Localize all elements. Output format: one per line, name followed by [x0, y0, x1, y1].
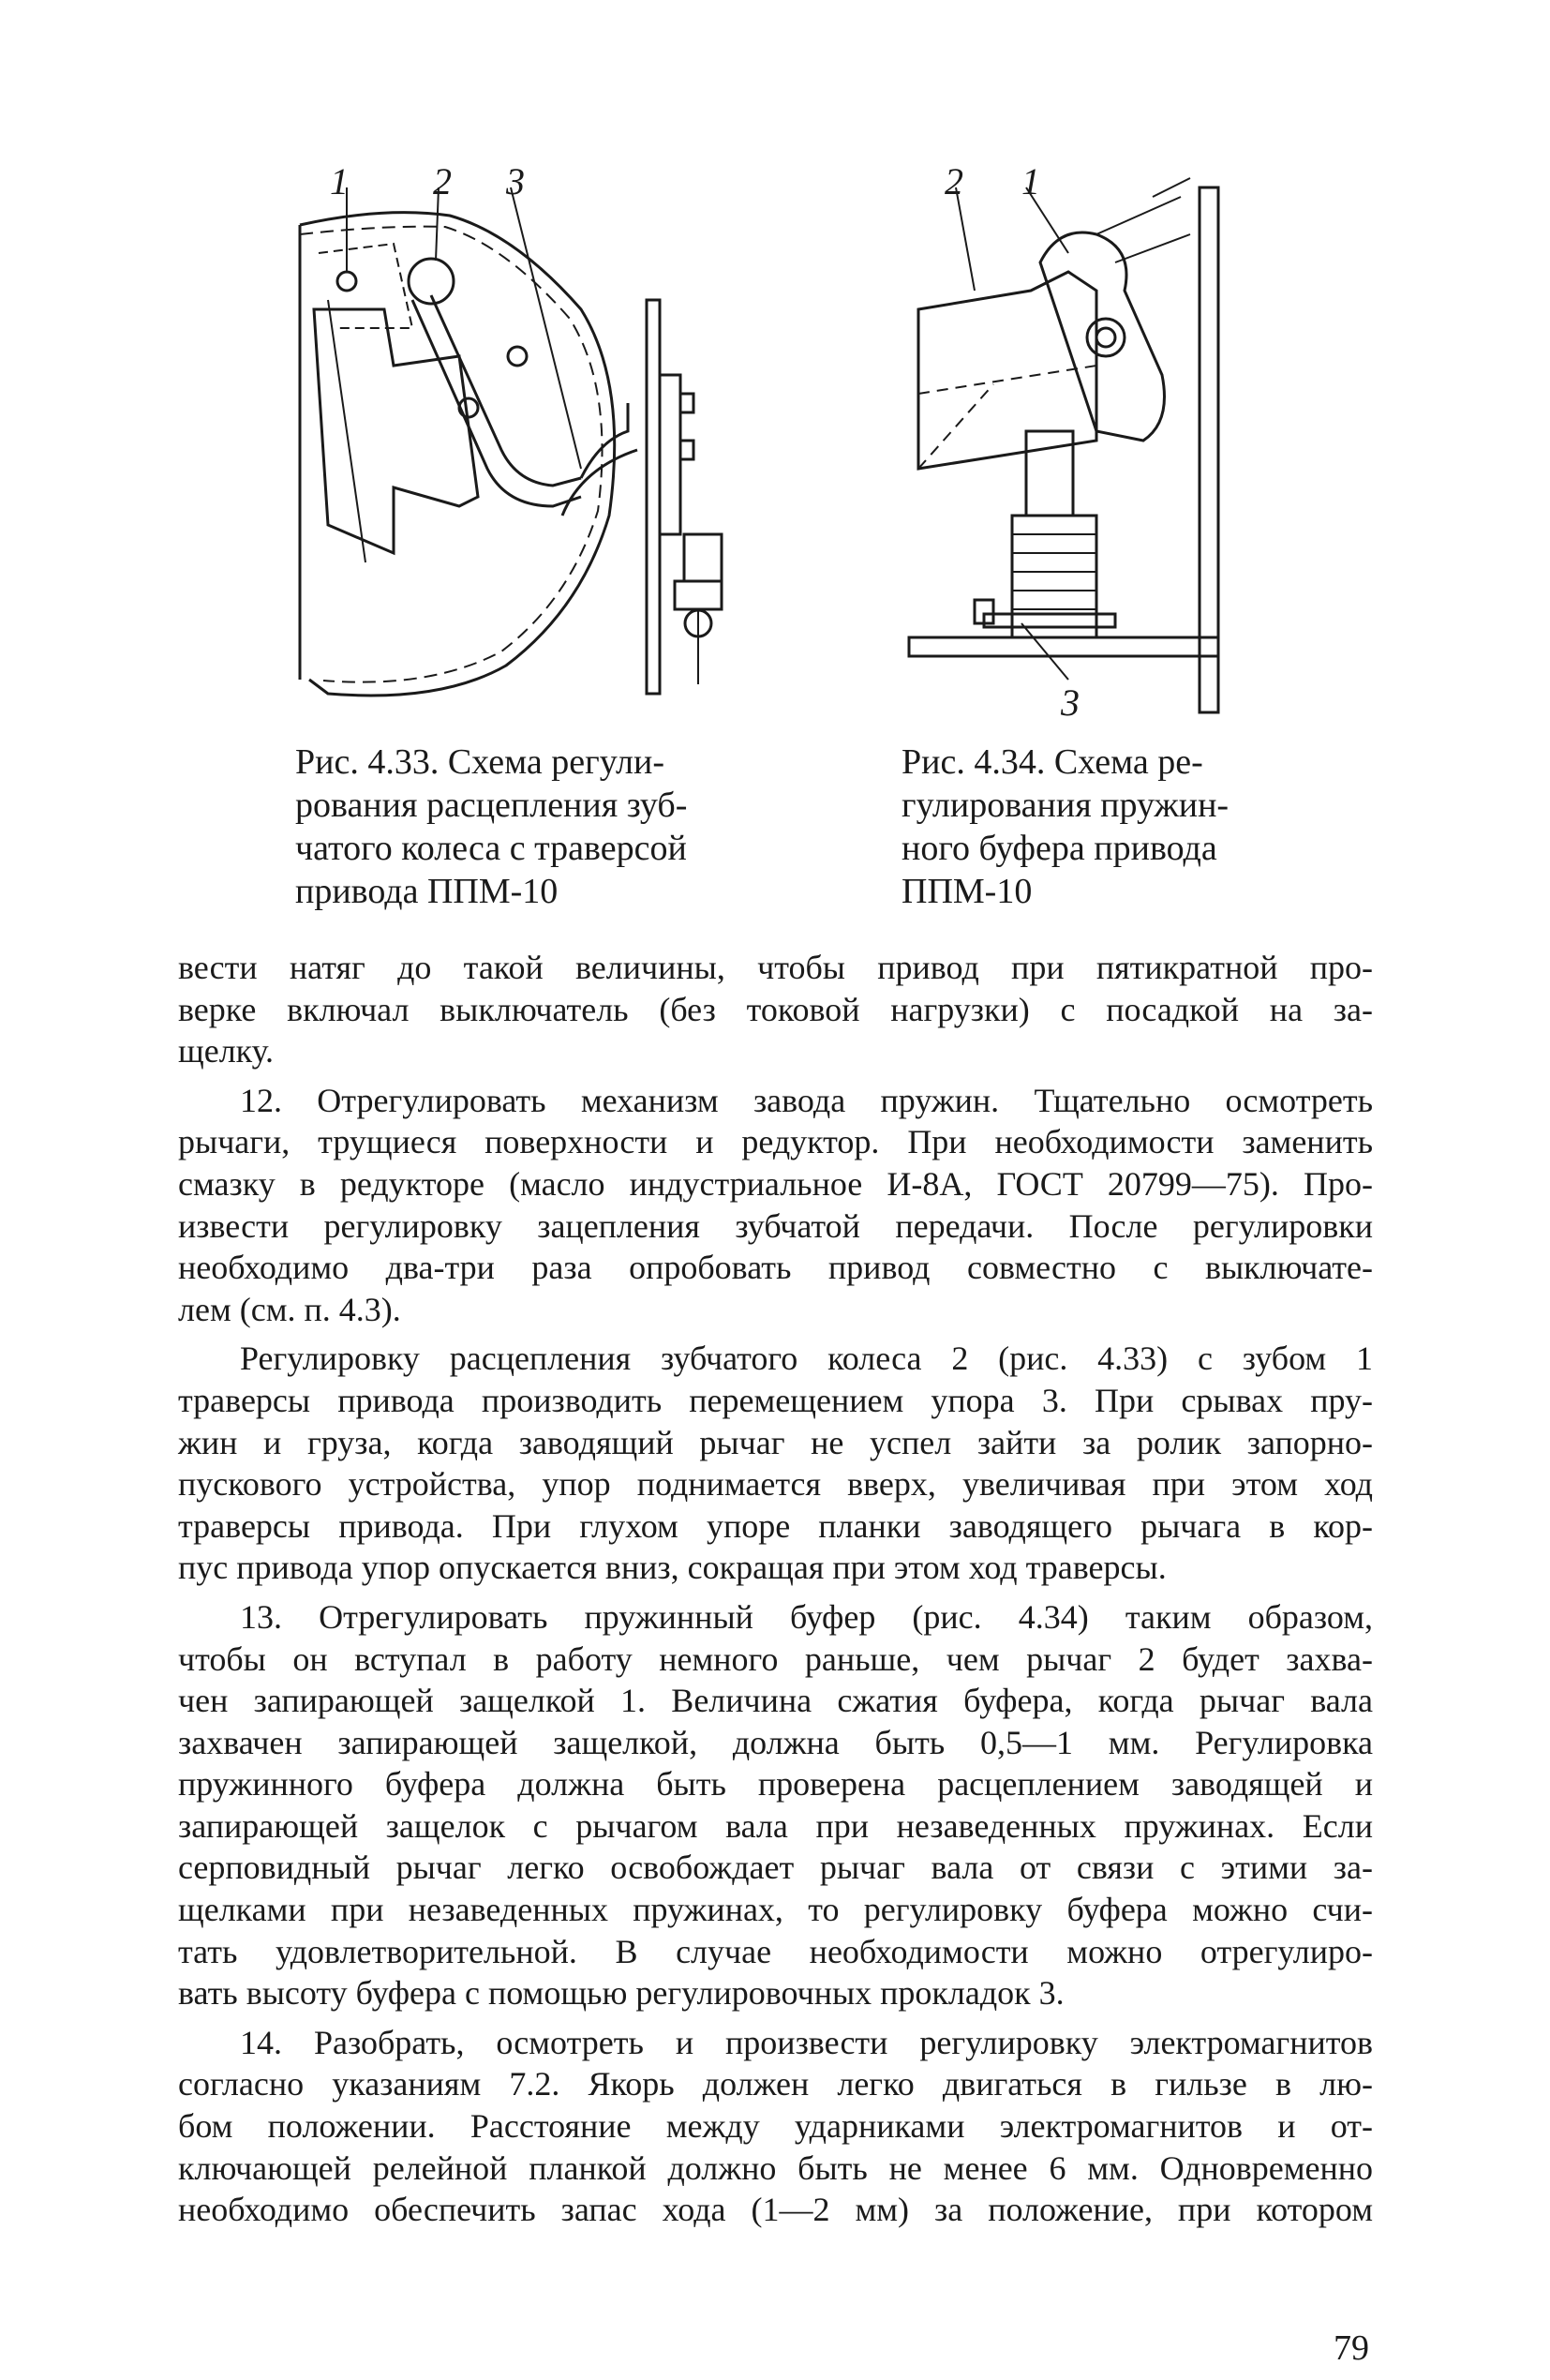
callout-2: 2 [945, 160, 963, 202]
text-line: лем (см. п. 4.3). [178, 1290, 401, 1328]
text-line: бом положении. Расстояние между ударниками электромагнитов и от- [178, 2107, 1373, 2146]
text-line: ключающей релейной планкой должно быть не менее 6 мм. Одновременно [178, 2148, 1373, 2187]
text-line: извести регулировку зацепления зубчатой передачи. После регулировки [178, 1206, 1373, 1245]
text-line: смазку в редукторе (масло индустриальное И-8А, ГОСТ 20799—75). Про- [178, 1164, 1373, 1203]
gear-traverse-diagram [272, 159, 778, 722]
caption-line: привода ППМ-10 [295, 872, 559, 911]
caption-figure-4-34 [902, 741, 1267, 913]
callout-3: 3 [1061, 681, 1080, 724]
paragraph-2 [178, 1080, 1373, 1331]
caption-line: Рис. 4.34. Схема ре- [902, 742, 1203, 782]
text-line: чтобы он вступал в работу немного раньше, чем рычаг 2 будет захва- [178, 1639, 1373, 1678]
caption-figure-4-33 [295, 741, 745, 913]
caption-line: Рис. 4.33. Схема регули- [295, 742, 664, 782]
paragraph-5 [178, 2022, 1373, 2231]
text-line: вать высоту буфера с помощью регулировочных прокладок 3. [178, 1974, 1065, 2013]
callout-1: 1 [330, 160, 349, 202]
caption-line: чатого колеса с траверсой [295, 829, 687, 868]
text-line: жин и груза, когда заводящий рычаг не успел зайти за ролик запорно- [178, 1423, 1373, 1461]
page-number: 79 [1334, 2328, 1369, 2368]
text-line: щелками при незаведенных пружинах, то регулировку буфера можно счи- [178, 1891, 1373, 1929]
callout-1: 1 [1021, 160, 1040, 202]
paragraph-3 [178, 1338, 1373, 1589]
text-line: чен запирающей защелкой 1. Величина сжатия буфера, когда рычаг вала [178, 1682, 1373, 1720]
text-line: щелку. [178, 1032, 275, 1070]
text-line: тать удовлетворительной. В случае необходимости можно отрегулиро- [178, 1932, 1373, 1970]
text-line: рычаги, трущиеся поверхности и редуктор. При необходимости заменить [178, 1123, 1373, 1161]
text-line: вести натяг до такой величины, чтобы привод при пятикратной про- [178, 949, 1373, 986]
text-line: верке включал выключатель (без токовой нагрузки) с посадкой на за- [178, 990, 1373, 1028]
text-line: захвачен запирающей защелкой, должна быть 0,5—1 мм. Регулировка [178, 1723, 1373, 1761]
caption-line: рования расцепления зуб- [295, 786, 688, 825]
figure-4-33 [272, 159, 778, 722]
caption-line: гулирования пружин- [902, 786, 1230, 825]
text-line: 13. Отрегулировать пружинный буфер (рис. 4.34) таким образом, [240, 1597, 1373, 1636]
text-line: пружинного буфера должна быть проверена расцеплением заводящей и [178, 1765, 1373, 1804]
body-text [178, 947, 1373, 2231]
figure-4-34 [881, 159, 1274, 722]
text-line: траверсы привода. При глухом упоре планки заводящего рычага в кор- [178, 1506, 1373, 1545]
text-line: Регулировку расцепления зубчатого колеса 2 (рис. 4.33) с зубом 1 [240, 1340, 1373, 1378]
callout-3: 3 [506, 160, 525, 202]
text-line: необходимо два-три раза опробовать привод совместно с выключате- [178, 1249, 1373, 1287]
text-line: серповидный рычаг легко освобождает рычаг вала от связи с этими за- [178, 1849, 1373, 1887]
paragraph-1 [178, 947, 1373, 1072]
text-line: согласно указаниям 7.2. Якорь должен легко двигаться в гильзе в лю- [178, 2065, 1373, 2103]
callout-2: 2 [433, 160, 452, 202]
text-line: пускового устройства, упор поднимается вверх, увеличивая при этом ход [178, 1465, 1373, 1504]
text-line: запирающей защелок с рычагом вала при незаведенных пружинах. Если [178, 1806, 1373, 1845]
text-line: необходимо обеспечить запас хода (1—2 мм) за положение, при котором [178, 2191, 1373, 2229]
text-line: траверсы привода производить перемещением упора 3. При срывах пру- [178, 1381, 1373, 1419]
text-line: пус привода упор опускается вниз, сокращая при этом ход траверсы. [178, 1549, 1167, 1587]
caption-line: ППМ-10 [902, 872, 1033, 911]
text-line: 14. Разобрать, осмотреть и произвести регулировку электромагнитов [240, 2023, 1373, 2061]
spring-buffer-diagram [881, 159, 1274, 722]
paragraph-4 [178, 1596, 1373, 2014]
text-line: 12. Отрегулировать механизм завода пружин. Тщательно осмотреть [240, 1081, 1373, 1119]
caption-line: ного буфера привода [902, 829, 1217, 868]
